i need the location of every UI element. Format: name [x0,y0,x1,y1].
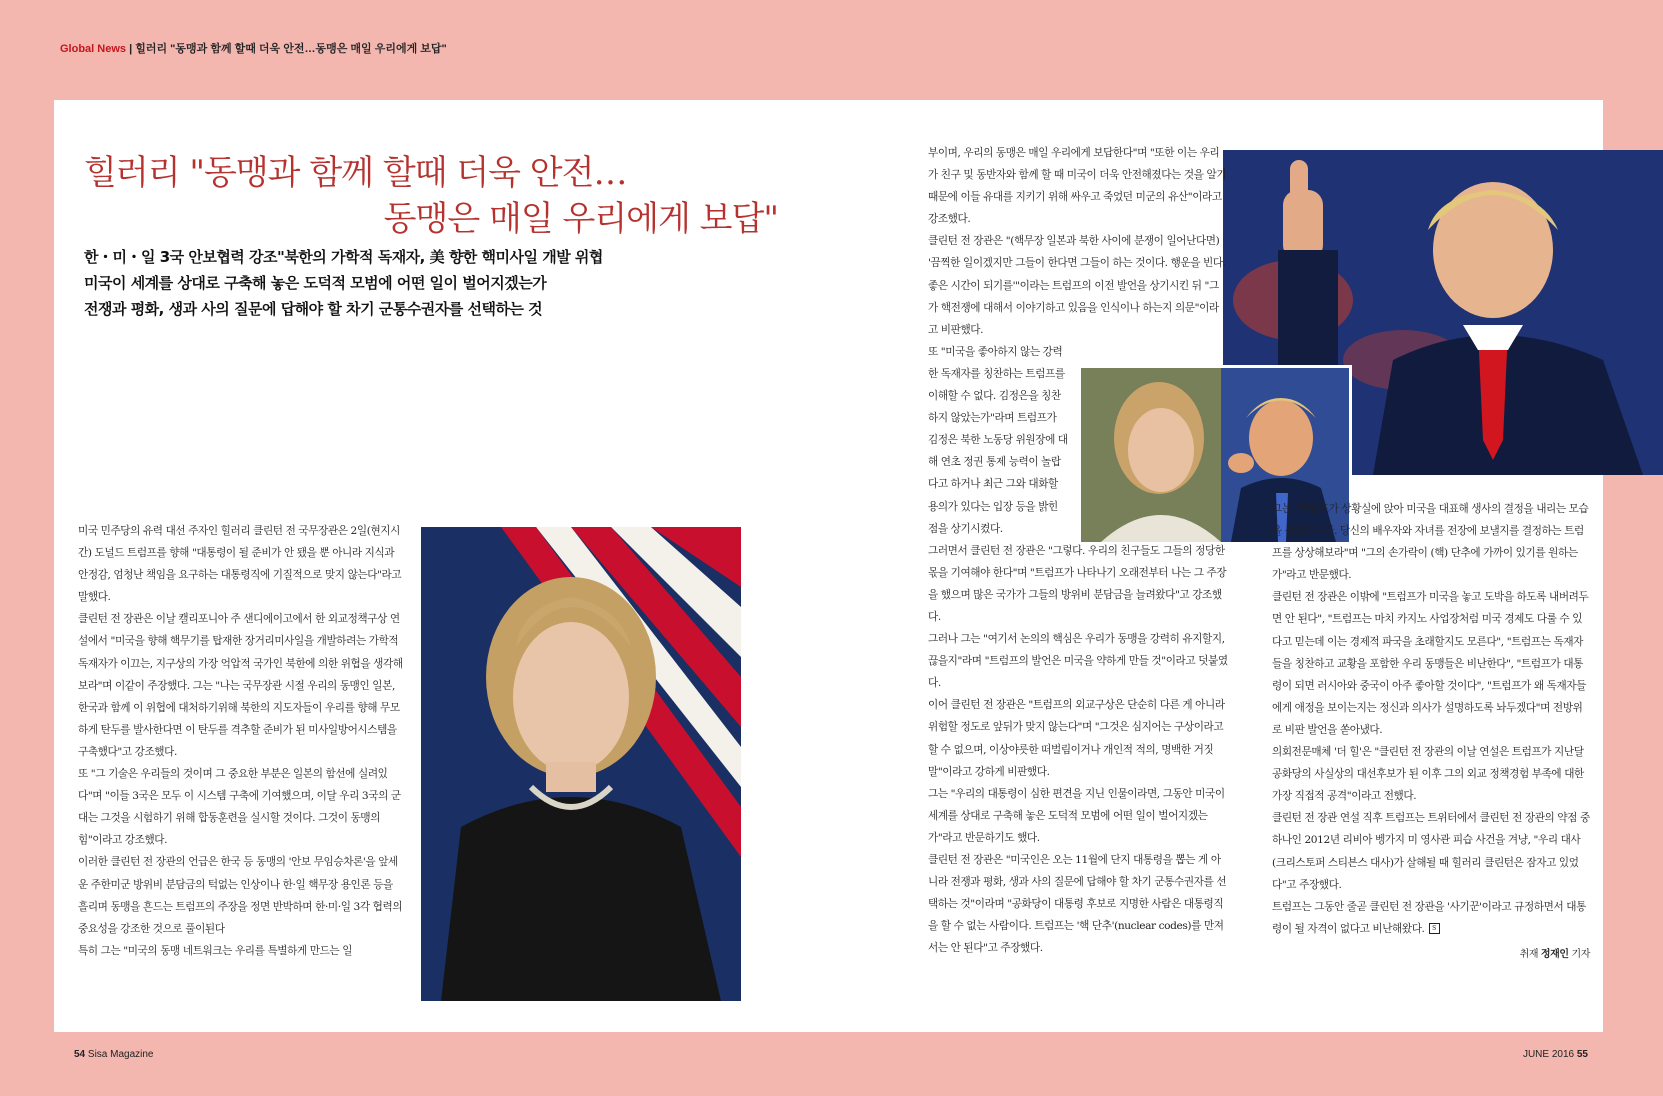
paragraph: 그러나 그는 "여기서 논의의 핵심은 우리가 동맹을 강력히 유지할지, 끊을지"라며 "트럼프의 발언은 미국을 약하게 만들 것"이라고 덧붙였다. [928,633,1228,690]
paragraph: 또 "그 기술은 우리들의 것이며 그 중요한 부분은 일본의 함선에 실려있다"며 "이들 3국은 모두 이 시스템 구축에 기여했으며, 이달 우리 3국의 군대는 그것을 시험하기 위해 합동훈련을 실시할 것이다. 그것이 동맹의 힘"이라고 강조했다. [78,768,401,847]
byline-suffix: 기자 [1571,948,1590,960]
end-mark-icon: S [1429,923,1440,934]
column-2 [928,142,1228,959]
title-line-2: 동맹은 매일 우리에게 보답" [383,199,778,239]
paragraph: 이러한 클린턴 전 장관의 언급은 한국 등 동맹의 '안보 무임승차론'을 앞세운 주한미군 방위비 분담금의 턱없는 인상이나 한·일 핵무장 용인론 등을 흘리며 동맹을 흔드는 트럼프의 주장을 정면 반박하며 한·미·일 3각 협력의 중요성을 강조한 것으로 풀이된다 [78,856,403,935]
subtitle-line: 전쟁과 평화, 생과 사의 질문에 답해야 할 차기 군통수권자를 선택하는 것 [84,300,543,318]
page-number-left: 54 [74,1049,86,1060]
paragraph: 부이며, 우리의 동맹은 매일 우리에게 보답한다"며 "또한 이는 우리가 친구 및 동반자와 함께 할 때 미국이 더욱 안전해졌다는 것을 알기 때문에 이들 유대를 지키기 위해 싸우고 죽었던 미군의 유산"이라고 강조했다. [928,147,1227,226]
header-separator: | [129,43,133,55]
title-line-1: 힐러리 "동맹과 함께 할때 더욱 안전… [84,153,627,193]
paragraph: 그러면서 클린턴 전 장관은 "그렇다. 우리의 친구들도 그들의 정당한 몫을 기여해야 한다"며 "트럼프가 나타나기 오래전부터 나는 그 주장을 했으며 많은 국가가 그들의 방위비 분담금을 늘려왔다"고 강조했다. [928,544,1227,623]
section-name: Global News [60,43,127,55]
hillary-clinton-photo [421,527,741,1001]
footer-left [74,1049,154,1060]
running-header [60,40,447,56]
byline [1272,944,1590,966]
paragraph: 특히 그는 "미국의 동맹 네트워크는 우리를 특별하게 만드는 일 [78,944,353,957]
column-1 [78,520,403,962]
byline-prefix: 취재 [1519,948,1539,960]
issue-date: JUNE 2016 [1522,1049,1575,1060]
paragraph: 이어 클린턴 전 장관은 "트럼프의 외교구상은 단순히 다른 게 아니라 위험할 정도로 앞뒤가 맞지 않는다"며 "그것은 심지어는 구상이라고 할 수 없으며, 이상야릇한 떠벌림이거나 개인적 적의, 명백한 거짓말"이라고 강하게 비판했다. [928,699,1225,778]
final-sentence: 트럼프는 그동안 줄곧 클린턴 전 장관을 '사기꾼'이라고 규정하면서 대통령이 될 자격이 없다고 비난해왔다. [1272,900,1586,935]
column-3 [1272,498,1590,966]
page-spread [54,100,1603,1032]
byline-author: 정재인 [1540,948,1569,960]
paragraph: 클린턴 전 장관은 이날 캘리포니아 주 샌디에이고에서 한 외교정책구상 연설에서 "미국을 향해 핵무기를 탑재한 장거리미사일을 개발하려는 가학적 독재자가 이끄는, 지구상의 가장 억압적 국가인 북한에 의한 위협을 생각해보라"며 이같이 주장했다. 그는 "나는 국무장관 시절 우리의 동맹인 일본, 한국과 함께 이 위협에 대처하기위해 북한의 지도자들이 우리를 향해 무모하게 탄두를 발사한다면 이 탄두를 격추할 준비가 된 미사일방어시스템을 구축했다"고 강조했다. [78,613,403,758]
paragraph: 그는 "트럼프가 상황실에 앉아 미국을 대표해 생사의 결정을 내리는 모습을 상상해보라. 당신의 배우자와 자녀를 전장에 보낼지를 결정하는 트럼프를 상상해보라"며 "그의 손가락이 (핵) 단추에 가까이 있기를 원하는가"라고 반문했다. [1272,503,1589,582]
paragraph: 클린턴 전 장관은 "(핵무장 일본과 북한 사이에 분쟁이 일어난다면) '끔찍한 일이겠지만 그들이 한다면 그들이 하는 것이다. 행운을 빈다. 좋은 시간이 되기를'"이라는 트럼프의 이전 발언을 상기시킨 뒤 "그가 핵전쟁에 대해서 이야기하고 있음을 인식이나 하는지 의문"이라고 비판했다. [928,235,1226,336]
paragraph: 클린턴 전 장관 연설 직후 트럼프는 트위터에서 클린턴 전 장관의 약점 중 하나인 2012년 리비아 벵가지 미 영사관 피습 사건을 겨냥, "우리 대사(크리스토퍼 스티븐스 대사)가 살해될 때 힐러리 클린턴은 잠자고 있었다"고 주장했다. [1272,812,1590,891]
footer-right [1523,1049,1588,1060]
paragraph: 미국 민주당의 유력 대선 주자인 힐러리 클린턴 전 국무장관은 2일(현지시간) 도널드 트럼프를 향해 "대통령이 될 준비가 안 됐을 뿐 아니라 지식과 안정감, 엄청난 책임을 요구하는 대통령직에 기질적으로 맞지 않는다"라고 말했다. [78,525,402,604]
paragraph: 클린턴 전 장관은 이밖에 "트럼프가 미국을 놓고 도박을 하도록 내버려두면 안 된다", "트럼프는 마치 카지노 사업장처럼 미국 경제도 다룰 수 있다고 믿는데 이는 경제적 파국을 초래할지도 모른다", "트럼프는 독재자들을 칭찬하고 교황을 포함한 우리 동맹들은 비난한다", "트럼프가 대통령이 되면 러시아와 중국이 아주 좋아할 것이다", "트럼프가 왜 독재자들에게 애정을 보이는지는 정신과 의사가 설명하도록 놔두겠다"며 전방위로 비판 발언을 쏟아냈다. [1272,591,1589,736]
paragraph: 또 "미국을 좋아하지 않는 강력한 독재자를 칭찬하는 트럼프를 이해할 수 없다. 김정은을 칭찬하지 않았는가"라며 트럼프가 김정은 북한 노동당 위원장에 대해 연초 정권 통제 능력이 놀랍다고 하거나 최근 그와 대화할 용의가 있다는 입장 등을 밝힌 점을 상기시켰다. [928,345,1068,535]
magazine-name: Sisa Magazine [87,1049,154,1060]
paragraph: 그는 "우리의 대통령이 심한 편견을 지닌 인물이라면, 그동안 미국이 세계를 상대로 구축해 놓은 도덕적 모범에 어떤 일이 벌어지겠는가"라고 반문하기도 했다. [928,787,1225,844]
paragraph: 클린턴 전 장관은 "미국인은 오는 11월에 단지 대통령을 뽑는 게 아니라 전쟁과 평화, 생과 사의 질문에 답해야 할 차기 군통수권자를 선택하는 것"이라며 "공화당이 대통령 후보로 지명한 사람은 대통령직을 할 수 없는 사람이다. 트럼프는 '핵 단추'(nuclear codes)를 만져서는 안 된다"고 주장했다. [928,854,1227,955]
page-number-right: 55 [1576,1049,1588,1060]
article-title [84,150,784,242]
paragraph: 의회전문매체 '더 힐'은 "클린턴 전 장관의 이날 연설은 트럼프가 지난달 공화당의 사실상의 대선후보가 된 이후 그의 외교 정책경험 부족에 대한 가장 직접적 공격"이라고 전했다. [1272,746,1584,803]
article-subtitle [84,244,684,322]
header-article-title: 힐러리 "동맹과 함께 할때 더욱 안전…동맹은 매일 우리에게 보답" [135,43,447,55]
subtitle-line: 한・미・일 3국 안보협력 강조"북한의 가학적 독재자, 美 향한 핵미사일 개발 위협 [84,248,603,266]
paragraph [1272,896,1590,940]
subtitle-line: 미국이 세계를 상대로 구축해 놓은 도덕적 모범에 어떤 일이 벌어지겠는가 [84,274,547,292]
